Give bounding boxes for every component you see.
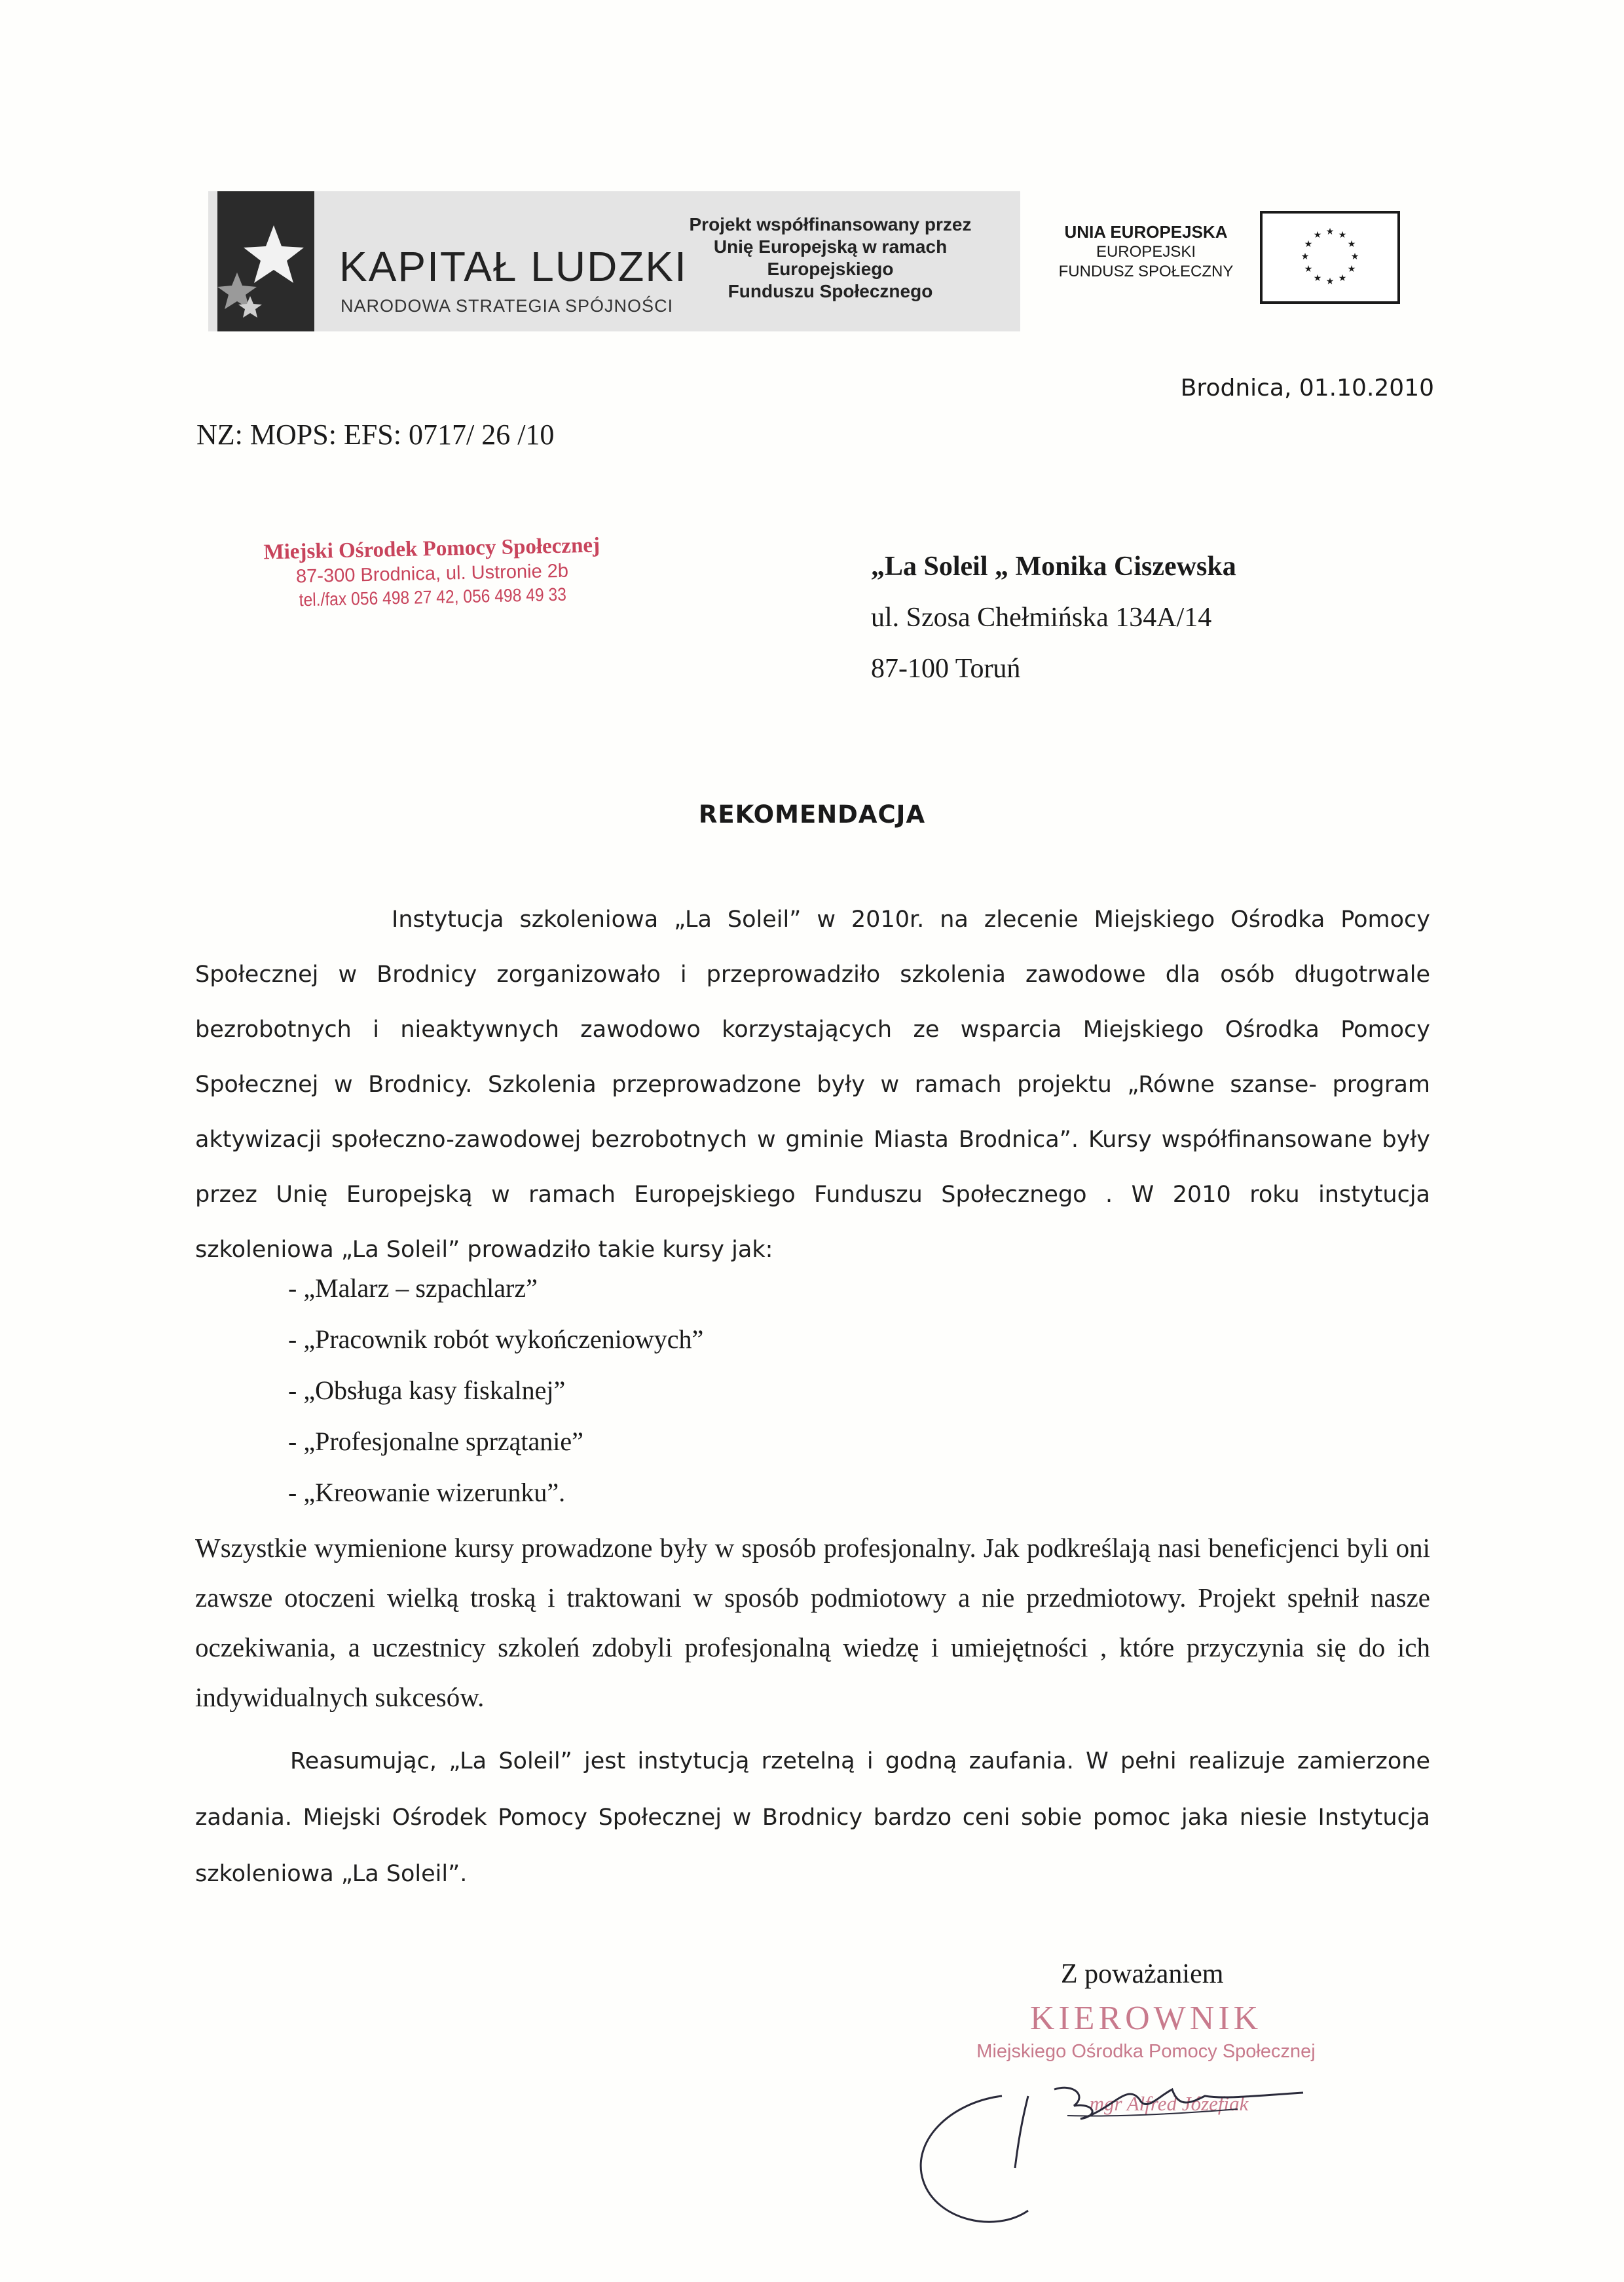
recipient-street: ul. Szosa Chełmińska 134A/14 xyxy=(871,603,1212,633)
recipient-address xyxy=(871,541,1236,694)
svg-text:★: ★ xyxy=(1338,230,1347,240)
sender-stamp xyxy=(229,532,636,614)
reference-number: NZ: MOPS: EFS: 0717/ 26 /10 xyxy=(196,419,555,451)
eu-union-label: UNIA EUROPEJSKA xyxy=(1064,222,1228,242)
stamp-title: KIEROWNIK xyxy=(1029,2000,1263,2037)
kapital-ludzki-logo-band xyxy=(208,191,1020,331)
list-item: - „Obsługa kasy fiskalnej” xyxy=(288,1375,566,1405)
stamp-signatory-name: mgr Alfred Józefiak xyxy=(1089,2092,1249,2115)
handwritten-signature xyxy=(897,2070,1356,2256)
paragraph-text: Reasumując, „La Soleil” jest instytucją rzetelną i godną zaufania. W pełni realizuje zamierzone zadania. Miejski Ośrodek Pomocy Społecznej w Brodnicy bardzo ceni sobie pomoc jaka niesie Instytucja szkoleniowa „La Soleil”. xyxy=(195,1748,1430,1887)
eu-fund-label-1: EUROPEJSKI xyxy=(1096,243,1196,261)
eu-flag-icon xyxy=(1260,211,1400,304)
logo-title: KAPITAŁ LUDZKI xyxy=(339,243,688,290)
kapital-ludzki-star-icon xyxy=(217,191,314,331)
stamp-phone: tel./fax 056 498 27 42, 056 498 49 33 xyxy=(299,584,567,610)
cofinancing-note xyxy=(680,214,981,303)
eu-fund-label-2: FUNDUSZ SPOŁECZNY xyxy=(1058,263,1234,280)
cofinancing-line: Projekt współfinansowany przez xyxy=(689,214,972,234)
svg-text:★: ★ xyxy=(1347,239,1356,250)
stamp-organization: Miejskiego Ośrodka Pomocy Społecznej xyxy=(976,2041,1316,2062)
cofinancing-line: Europejskiego xyxy=(767,259,894,279)
svg-text:★: ★ xyxy=(1325,227,1335,237)
document-title: REKOMENDACJA xyxy=(698,800,926,829)
body-paragraph-1 xyxy=(195,892,1430,1277)
paragraph-text: Instytucja szkoleniowa „La Soleil” w 2010r. na zlecenie Miejskiego Ośrodka Pomocy Społecznej w Brodnicy zorganizowało i przeprowadziło szkolenia zawodowe dla osób długotrwale bezrobotnych i nieaktywnych zawodowo korzystających ze wsparcia Miejskiego Ośrodka Pomocy Społecznej w Brodnicy. Szkolenia przeprowadzone były w ramach projektu „Równe szanse- program aktywizacji społeczno-zawodowej bezrobotnych w gminie Miasta Brodnica”. Kursy współfinansowane były przez Unię Europejską w ramach Europejskiego Funduszu Społecznego . W 2010 roku instytucja szkoleniowa „La Soleil” prowadziło takie kursy jak: xyxy=(195,907,1430,1263)
course-list xyxy=(288,1263,703,1518)
cofinancing-line: Unię Europejską w ramach xyxy=(713,236,948,257)
recipient-city: 87-100 Toruń xyxy=(871,654,1021,684)
list-item: - „Profesjonalne sprzątanie” xyxy=(288,1427,583,1456)
svg-text:★: ★ xyxy=(1350,252,1359,262)
svg-text:★: ★ xyxy=(1304,239,1313,250)
cofinancing-line: Funduszu Społecznego xyxy=(728,281,933,301)
recipient-name: „La Soleil „ Monika Ciszewska xyxy=(871,552,1236,582)
svg-text:★: ★ xyxy=(1325,276,1335,287)
list-item: - „Pracownik robót wykończeniowych” xyxy=(288,1324,704,1354)
stamp-address: 87-300 Brodnica, ul. Ustronie 2b xyxy=(295,560,569,588)
logo-subtitle: NARODOWA STRATEGIA SPÓJNOŚCI xyxy=(341,296,674,316)
svg-text:★: ★ xyxy=(1313,230,1322,240)
svg-text:★: ★ xyxy=(1301,252,1310,262)
eu-label xyxy=(1041,221,1251,282)
svg-text:★: ★ xyxy=(1313,273,1322,284)
body-paragraph-2 xyxy=(195,1523,1430,1722)
stamp-org-name: Miejski Ośrodek Pomocy Społecznej xyxy=(263,533,600,565)
place-date: Brodnica, 01.10.2010 xyxy=(1180,375,1434,402)
list-item: - „Malarz – szpachlarz” xyxy=(288,1273,538,1303)
body-paragraph-3 xyxy=(195,1733,1430,1902)
svg-text:★: ★ xyxy=(1347,264,1356,274)
list-item: - „Kreowanie wizerunku”. xyxy=(288,1478,566,1507)
closing-greeting: Z poważaniem xyxy=(1061,1959,1224,1989)
svg-text:★: ★ xyxy=(1304,264,1313,274)
paragraph-text: Wszystkie wymienione kursy prowadzone były w sposób profesjonalny. Jak podkreślają nasi beneficjenci byli oni zawsze otoczeni wielką troską i traktowani w sposób podmiotowy a nie przedmiotowy. Projekt spełnił nasze oczekiwania, a uczestnicy szkoleń zdobyli profesjonalną wiedzę i umiejętności , które przyczynia się do ich indywidualnych sukcesów. xyxy=(195,1533,1430,1712)
svg-text:★: ★ xyxy=(1338,273,1347,284)
